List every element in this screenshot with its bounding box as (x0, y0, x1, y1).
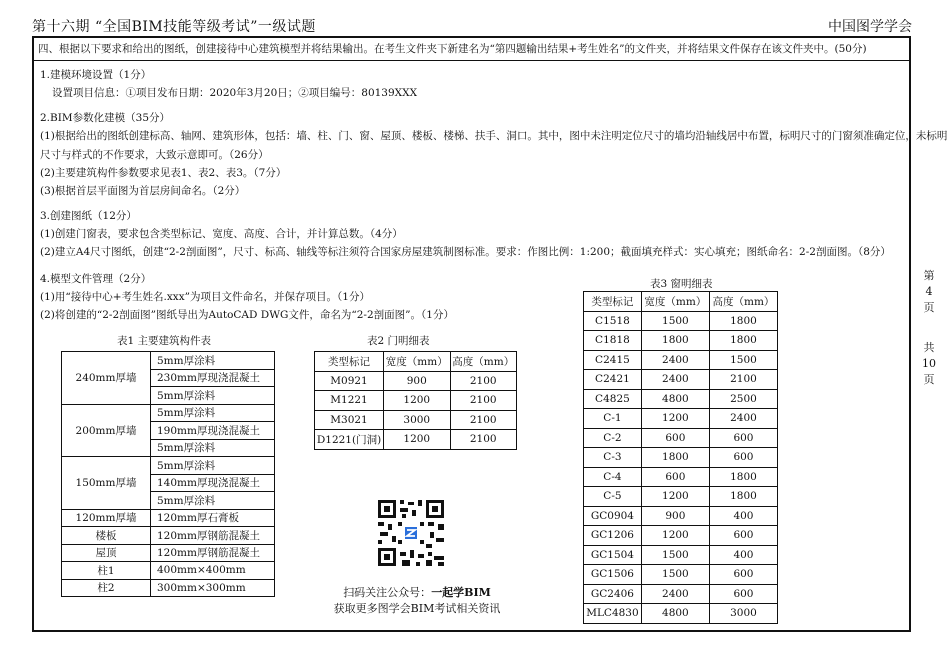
table-cell: 400 (709, 506, 777, 526)
table-cell: 4800 (641, 604, 709, 624)
total-pages-indicator (922, 340, 936, 388)
component-layer: 300mm×300mm (151, 579, 275, 597)
table-cell: C2421 (584, 370, 642, 390)
table-row (315, 430, 517, 450)
exam-title: 第十六期 “全国BIM技能等级考试”一级试题 (32, 19, 316, 35)
total-label: 共 (923, 341, 935, 354)
table-cell: 4800 (641, 389, 709, 409)
table-cell: C-4 (584, 467, 642, 487)
table-row (584, 604, 778, 624)
table-row (584, 565, 778, 585)
table-cell: 1200 (641, 526, 709, 546)
table-cell: GC0904 (584, 506, 642, 526)
table-cell: GC1504 (584, 545, 642, 565)
page-unit: 页 (923, 301, 935, 314)
component-layer: 120mm厚钢筋混凝土 (151, 544, 275, 562)
table-cell: M3021 (315, 410, 384, 430)
table-row (584, 526, 778, 546)
component-layer: 400mm×400mm (151, 562, 275, 580)
component-name: 楼板 (62, 527, 151, 545)
component-name: 240mm厚墙 (62, 352, 151, 405)
table-row (584, 409, 778, 429)
table-row (584, 467, 778, 487)
section2-line1: (1)根据给出的图纸创建标高、轴网、建筑形体，包括：墙、柱、门、窗、屋顶、楼板、楼梯、扶手、洞口。其中，图中未注明定位尺寸的墙均沿轴线居中布置，标明尺寸的门窗须准确定位，未标明 (40, 130, 948, 142)
table2-header-type: 类型标记 (315, 352, 384, 372)
component-layer: 5mm厚涂料 (151, 352, 275, 370)
table-cell: 2400 (709, 409, 777, 429)
table-cell: 600 (641, 428, 709, 448)
component-layer: 5mm厚涂料 (151, 492, 275, 510)
table-cell: C-5 (584, 487, 642, 507)
table-cell: C1818 (584, 331, 642, 351)
component-layer: 190mm厚现浇混凝土 (151, 422, 275, 440)
table-row (315, 391, 517, 411)
table-cell: 1800 (709, 467, 777, 487)
table-cell: C1518 (584, 311, 642, 331)
section2-line4: (3)根据首层平面图为首层房间命名。（2分） (40, 185, 246, 197)
table-cell: 2400 (641, 350, 709, 370)
table3-caption: 表3 窗明细表 (650, 278, 713, 290)
table-cell: 400 (709, 545, 777, 565)
table-cell: 2400 (641, 584, 709, 604)
table-cell: 2100 (450, 430, 517, 450)
table-cell: M0921 (315, 371, 384, 391)
section1-line1: 设置项目信息：①项目发布日期：2020年3月20日；②项目编号：80139XXX (52, 87, 418, 99)
table-cell: 1500 (641, 565, 709, 585)
table-row (584, 389, 778, 409)
table-cell: 1800 (641, 448, 709, 468)
component-layer: 120mm厚钢筋混凝土 (151, 527, 275, 545)
section4-line1: (1)用“接待中心+考生姓名.xxx”为项目文件命名，并保存项目。（1分） (40, 291, 370, 303)
table-cell: 1800 (709, 331, 777, 351)
table-row (584, 350, 778, 370)
table-row (584, 428, 778, 448)
table-cell: 3000 (709, 604, 777, 624)
table-row (584, 331, 778, 351)
table-cell: 2400 (641, 370, 709, 390)
section4-title: 4.模型文件管理（2分） (40, 273, 152, 285)
table-cell: 600 (709, 565, 777, 585)
component-layer: 5mm厚涂料 (151, 387, 275, 405)
table-row (62, 352, 275, 370)
table-cell: C-2 (584, 428, 642, 448)
organization-name: 中国图学学会 (828, 19, 912, 35)
table-row (62, 404, 275, 422)
component-layer: 120mm厚石膏板 (151, 509, 275, 527)
table-cell: 600 (709, 584, 777, 604)
table-cell: MLC4830 (584, 604, 642, 624)
table-cell: C-1 (584, 409, 642, 429)
table-row (62, 457, 275, 475)
promo-line1 (322, 584, 512, 600)
section2-line3: (2)主要建筑构件参数要求见表1、表2、表3。（7分） (40, 167, 287, 179)
component-name: 120mm厚墙 (62, 509, 151, 527)
table-cell: 3000 (384, 410, 450, 430)
table-row (584, 370, 778, 390)
table-cell: 900 (384, 371, 450, 391)
table-row (584, 506, 778, 526)
table-cell: 600 (709, 448, 777, 468)
table-cell: 600 (709, 526, 777, 546)
section1-title: 1.建模环境设置（1分） (40, 69, 152, 81)
promo-line2: 获取更多图学会BIM考试相关资讯 (333, 602, 501, 615)
table3-header-width: 宽度（mm） (641, 292, 709, 312)
table-row (62, 562, 275, 580)
component-name: 200mm厚墙 (62, 404, 151, 457)
table-cell: 1200 (641, 409, 709, 429)
table-row (315, 371, 517, 391)
table-row (62, 509, 275, 527)
component-layer: 5mm厚涂料 (151, 404, 275, 422)
table-cell: 1200 (384, 391, 450, 411)
qr-code[interactable] (376, 498, 446, 568)
table-cell: 1500 (641, 311, 709, 331)
section3-line1: (1)创建门窗表，要求包含类型标记、宽度、高度、合计，并计算总数。（4分） (40, 228, 403, 240)
table-cell: 1500 (641, 545, 709, 565)
table-cell: 2100 (450, 410, 517, 430)
table-cell: 2100 (709, 370, 777, 390)
window-schedule-table (583, 291, 778, 624)
table-cell: M1221 (315, 391, 384, 411)
table-row (315, 410, 517, 430)
section4-line2: (2)将创建的“2-2剖面图”图纸导出为AutoCAD DWG文件，命名为“2-2剖面图”。（1分） (40, 309, 454, 321)
table2-caption: 表2 门明细表 (367, 335, 430, 347)
table3-header-height: 高度（mm） (709, 292, 777, 312)
table-cell: 1800 (709, 487, 777, 507)
table2-header-width: 宽度（mm） (384, 352, 450, 372)
table-cell: C4825 (584, 389, 642, 409)
table-cell: 1200 (641, 487, 709, 507)
table-cell: GC1206 (584, 526, 642, 546)
table-cell: 600 (641, 467, 709, 487)
section3-title: 3.创建图纸（12分） (40, 210, 137, 222)
table-cell: 2500 (709, 389, 777, 409)
table-row (62, 579, 275, 597)
table-cell: 900 (641, 506, 709, 526)
section3-line2: (2)建立A4尺寸图纸，创建“2-2剖面图”，尺寸、标高、轴线等标注须符合国家房屋建筑制图标准。要求：作图比例：1:200；截面填充样式：实心填充；图纸命名：2-2剖面图。（8分） (40, 246, 891, 258)
table-row (584, 487, 778, 507)
page-number: 4 (925, 285, 933, 298)
door-schedule-table (314, 351, 517, 450)
component-name: 150mm厚墙 (62, 457, 151, 510)
table-cell: 1800 (709, 311, 777, 331)
page-label: 第 (923, 269, 935, 282)
table1-caption: 表1 主要建筑构件表 (117, 335, 212, 347)
table-row (62, 527, 275, 545)
component-name: 柱2 (62, 579, 151, 597)
component-name: 屋顶 (62, 544, 151, 562)
table-cell: 1800 (641, 331, 709, 351)
table3-header-type: 类型标记 (584, 292, 642, 312)
table-cell: 2100 (450, 371, 517, 391)
table-cell: GC1506 (584, 565, 642, 585)
table-cell: C2415 (584, 350, 642, 370)
question-intro: 四、根据以下要求和给出的图纸，创建接待中心建筑模型并将结果输出。在考生文件夹下新建名为“第四题输出结果+考生姓名”的文件夹，并将结果文件保存在该文件夹中。(50分) (38, 43, 867, 55)
table-row (62, 544, 275, 562)
table-cell: 2100 (450, 391, 517, 411)
total-unit: 页 (923, 373, 935, 386)
table2-header-height: 高度（mm） (450, 352, 517, 372)
components-table (61, 351, 275, 597)
table-cell: 1200 (384, 430, 450, 450)
table-cell: C-3 (584, 448, 642, 468)
table-row (584, 311, 778, 331)
table-cell: 600 (709, 428, 777, 448)
component-layer: 140mm厚现浇混凝土 (151, 474, 275, 492)
promo-account-name: 一起学BIM (431, 586, 491, 599)
table-row (584, 448, 778, 468)
table-cell: GC2406 (584, 584, 642, 604)
table-row (584, 584, 778, 604)
section2-title: 2.BIM参数化建模（35分） (40, 112, 170, 124)
component-layer: 5mm厚涂料 (151, 457, 275, 475)
promo-prefix: 扫码关注公众号： (343, 586, 432, 599)
table-row (584, 545, 778, 565)
table-cell: 1500 (709, 350, 777, 370)
component-layer: 230mm厚现浇混凝土 (151, 369, 275, 387)
table-cell: D1221(门洞) (315, 430, 384, 450)
component-name: 柱1 (62, 562, 151, 580)
header-divider (33, 60, 910, 61)
total-number: 10 (922, 357, 936, 370)
component-layer: 5mm厚涂料 (151, 439, 275, 457)
page-indicator (922, 268, 936, 316)
section2-line2: 尺寸与样式的不作要求，大致示意即可。（26分） (40, 149, 269, 161)
